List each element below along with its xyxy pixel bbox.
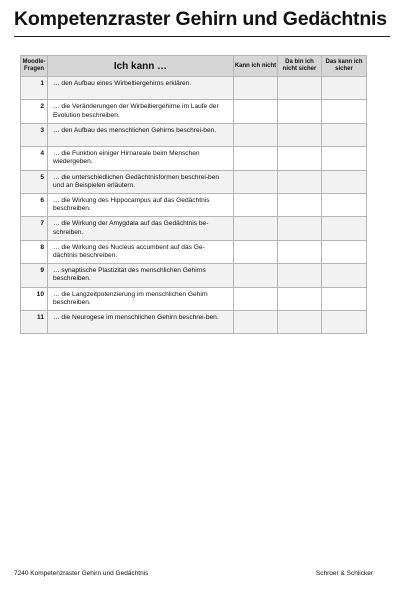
- checkbox-sicher[interactable]: [322, 217, 367, 240]
- checkbox-nicht-sicher[interactable]: [278, 264, 322, 287]
- competence-statement: … den Aufbau des menschlichen Gehirns beschrei-ben.: [48, 123, 234, 146]
- header-sicher: Das kann ich sicher: [322, 56, 367, 77]
- table-row: [21, 100, 367, 123]
- row-number: 4: [21, 147, 48, 170]
- checkbox-kann-nicht[interactable]: [234, 147, 278, 170]
- checkbox-sicher[interactable]: [322, 240, 367, 263]
- table-row: [21, 147, 367, 170]
- table-row: [21, 240, 367, 263]
- checkbox-nicht-sicher[interactable]: [278, 310, 322, 333]
- competence-statement: … die unterschiedlichen Gedächtnisformen beschrei-ben und an Beispielen erläutern.: [48, 170, 234, 193]
- footer-document-title: 7240 Kompetenzraster Gehirn und Gedächtnis: [14, 570, 149, 577]
- header-ich-kann: Ich kann …: [48, 56, 234, 77]
- competence-statement: … die Wirkung des Nucleus accumbent auf das Ge-dächtnis beschreiben.: [48, 240, 234, 263]
- checkbox-nicht-sicher[interactable]: [278, 77, 322, 100]
- row-number: 11: [21, 310, 48, 333]
- checkbox-nicht-sicher[interactable]: [278, 287, 322, 310]
- competence-statement: … den Aufbau eines Wirbeltiergehirns erklären.: [48, 77, 234, 100]
- title-divider: [14, 36, 390, 37]
- competence-statement: … die Langzeitpotenzierung im menschlichen Gehirn beschreiben.: [48, 287, 234, 310]
- competence-statement: … die Neurogese im menschlichen Gehirn beschrei-ben.: [48, 310, 234, 333]
- checkbox-nicht-sicher[interactable]: [278, 100, 322, 123]
- header-kann-nicht: Kann ich nicht: [234, 56, 278, 77]
- page-title: Kompetenzraster Gehirn und Gedächtnis: [14, 8, 387, 30]
- competence-statement: … die Wirkung der Amygdala auf das Gedächtnis be-schreiben.: [48, 217, 234, 240]
- header-nicht-sicher: Da bin ich nicht sicher: [278, 56, 322, 77]
- table-row: [21, 264, 367, 287]
- checkbox-kann-nicht[interactable]: [234, 123, 278, 146]
- checkbox-kann-nicht[interactable]: [234, 77, 278, 100]
- checkbox-sicher[interactable]: [322, 147, 367, 170]
- competence-statement: … synaptische Plastizität des menschlichen Gehirns beschreiben.: [48, 264, 234, 287]
- competence-table: [20, 55, 367, 334]
- checkbox-sicher[interactable]: [322, 170, 367, 193]
- table-row: [21, 287, 367, 310]
- row-number: 3: [21, 123, 48, 146]
- checkbox-sicher[interactable]: [322, 310, 367, 333]
- checkbox-kann-nicht[interactable]: [234, 193, 278, 216]
- row-number: 5: [21, 170, 48, 193]
- checkbox-kann-nicht[interactable]: [234, 100, 278, 123]
- table-row: [21, 217, 367, 240]
- row-number: 2: [21, 100, 48, 123]
- row-number: 10: [21, 287, 48, 310]
- row-number: 8: [21, 240, 48, 263]
- checkbox-nicht-sicher[interactable]: [278, 240, 322, 263]
- table-row: [21, 170, 367, 193]
- checkbox-nicht-sicher[interactable]: [278, 147, 322, 170]
- checkbox-kann-nicht[interactable]: [234, 170, 278, 193]
- checkbox-sicher[interactable]: [322, 123, 367, 146]
- table-row: [21, 123, 367, 146]
- checkbox-sicher[interactable]: [322, 77, 367, 100]
- footer-publisher: Schroer & Schlicker: [315, 570, 373, 577]
- checkbox-sicher[interactable]: [322, 193, 367, 216]
- checkbox-kann-nicht[interactable]: [234, 240, 278, 263]
- checkbox-nicht-sicher[interactable]: [278, 217, 322, 240]
- checkbox-nicht-sicher[interactable]: [278, 123, 322, 146]
- checkbox-kann-nicht[interactable]: [234, 287, 278, 310]
- table-header-row: [21, 56, 367, 77]
- competence-statement: … die Funktion einiger Hirnareale beim Menschen wiedergeben.: [48, 147, 234, 170]
- row-number: 6: [21, 193, 48, 216]
- checkbox-kann-nicht[interactable]: [234, 217, 278, 240]
- table-row: [21, 193, 367, 216]
- header-moodle: Moodle-Fragen: [21, 56, 48, 77]
- checkbox-sicher[interactable]: [322, 287, 367, 310]
- competence-statement: … die Veränderungen der Wirbeltiergehirne im Laufe der Evolution beschreiben.: [48, 100, 234, 123]
- checkbox-kann-nicht[interactable]: [234, 264, 278, 287]
- checkbox-nicht-sicher[interactable]: [278, 170, 322, 193]
- checkbox-kann-nicht[interactable]: [234, 310, 278, 333]
- row-number: 9: [21, 264, 48, 287]
- competence-statement: … die Wirkung des Hippocampus auf das Gedächtnis beschreiben.: [48, 193, 234, 216]
- checkbox-sicher[interactable]: [322, 264, 367, 287]
- row-number: 1: [21, 77, 48, 100]
- row-number: 7: [21, 217, 48, 240]
- table-row: [21, 77, 367, 100]
- checkbox-sicher[interactable]: [322, 100, 367, 123]
- checkbox-nicht-sicher[interactable]: [278, 193, 322, 216]
- table-row: [21, 310, 367, 333]
